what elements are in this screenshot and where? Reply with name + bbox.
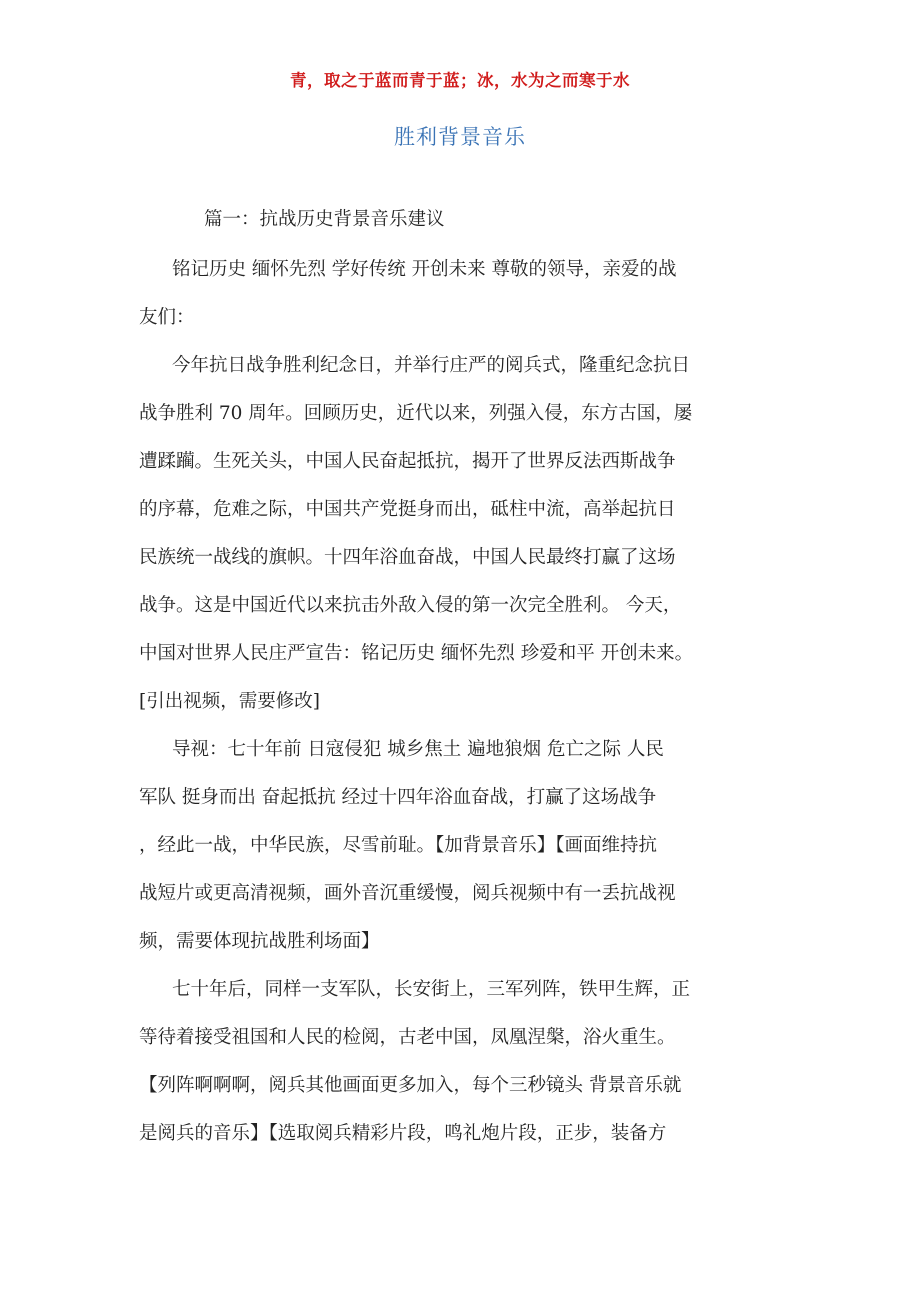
body-line: 的序幕，危难之际，中国共产党挺身而出，砥柱中流，高举起抗日 xyxy=(139,499,676,520)
body-line: ，经此一战，中华民族，尽雪前耻。【加背景音乐】【画面维持抗 xyxy=(139,835,658,856)
body-line: [引出视频，需要修改] xyxy=(139,691,320,712)
body-line: 战争胜利 70 周年。回顾历史，近代以来，列强入侵，东方古国，屡 xyxy=(139,403,693,424)
body-line: 铭记历史 缅怀先烈 学好传统 开创未来 尊敬的领导，亲爱的战 xyxy=(172,259,677,280)
body-line: 是阅兵的音乐】【选取阅兵精彩片段，鸣礼炮片段，正步，装备方 xyxy=(139,1123,667,1144)
body-line: 战争。这是中国近代以来抗击外敌入侵的第一次完全胜利。 今天， xyxy=(139,595,682,616)
section-heading: 篇一：抗战历史背景音乐建议 xyxy=(204,209,445,230)
body-line: 【列阵啊啊啊，阅兵其他画面更多加入，每个三秒镜头 背景音乐就 xyxy=(139,1075,682,1096)
body-line: 友们： xyxy=(139,307,195,328)
body-line: 频，需要体现抗战胜利场面】 xyxy=(139,931,380,952)
body-line: 民族统一战线的旗帜。十四年浴血奋战，中国人民最终打赢了这场 xyxy=(139,547,676,568)
body-line: 战短片或更高清视频，画外音沉重缓慢，阅兵视频中有一丢抗战视 xyxy=(139,883,676,904)
body-line: 遭蹂躏。生死关头，中国人民奋起抵抗，揭开了世界反法西斯战争 xyxy=(139,451,676,472)
body-line: 今年抗日战争胜利纪念日，并举行庄严的阅兵式，隆重纪念抗日 xyxy=(172,355,691,376)
body-line: 导视：七十年前 日寇侵犯 城乡焦土 遍地狼烟 危亡之际 人民 xyxy=(172,739,664,760)
motto-header: 青，取之于蓝而青于蓝；冰，水为之而寒于水 xyxy=(290,71,630,90)
body-line: 军队 挺身而出 奋起抵抗 经过十四年浴血奋战，打赢了这场战争 xyxy=(139,787,657,808)
body-line: 七十年后，同样一支军队，长安街上，三军列阵，铁甲生辉，正 xyxy=(172,979,691,1000)
body-line: 等待着接受祖国和人民的检阅，古老中国，凤凰涅槃，浴火重生。 xyxy=(139,1027,676,1048)
document-title: 胜利背景音乐 xyxy=(394,125,526,149)
body-line: 中国对世界人民庄严宣告：铭记历史 缅怀先烈 珍爱和平 开创未来。 xyxy=(139,643,694,664)
